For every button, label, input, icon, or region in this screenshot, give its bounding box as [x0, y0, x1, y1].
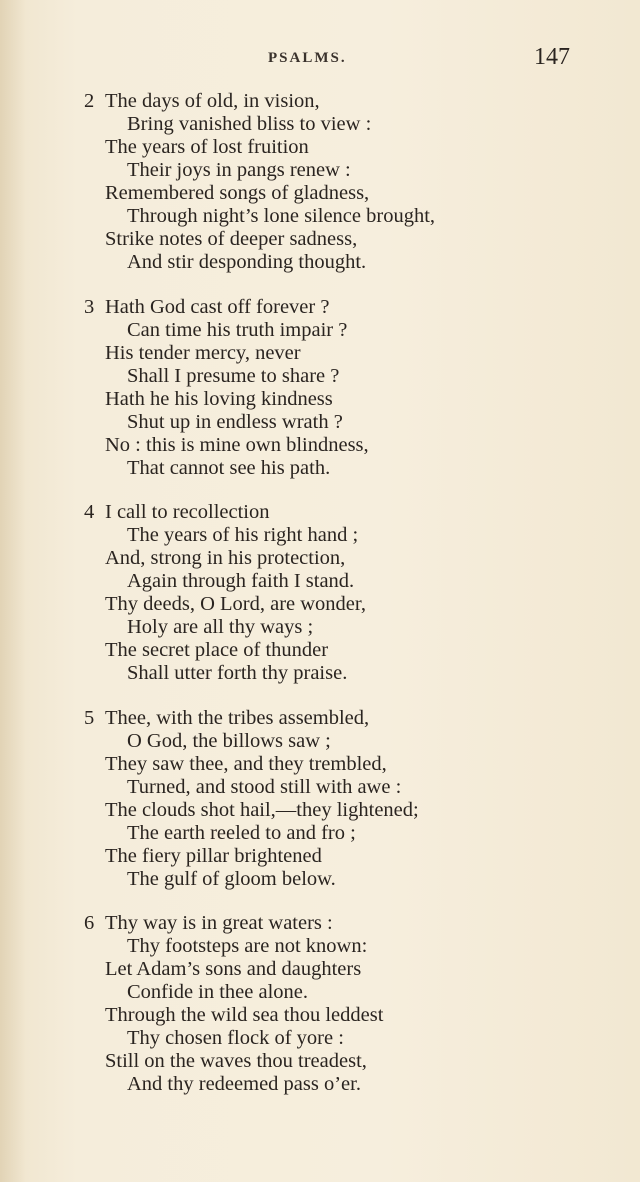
stanza-number: 5 [84, 706, 95, 729]
verse-line: Again through faith I stand. [127, 570, 355, 592]
verse-line: The clouds shot hail,—they lightened; [105, 798, 419, 821]
verse-line: Shall I presume to share ? [127, 364, 340, 387]
verse-line: The days of old, in vision, [105, 90, 320, 112]
stanza [84, 501, 554, 685]
verse-line: The secret place of thunder [105, 639, 329, 661]
verse-line: Thy footsteps are not known: [127, 935, 368, 957]
verse-line: Shut up in endless wrath ? [127, 410, 343, 433]
verse-line: Through night’s lone silence brought, [127, 205, 436, 227]
page-number: 147 [534, 44, 570, 70]
verse-line: His tender mercy, never [105, 341, 301, 364]
verse-line: They saw thee, and they trembled, [105, 752, 387, 775]
verse-line: The years of lost fruition [105, 136, 309, 158]
verse-line: I call to recollection [105, 501, 270, 523]
verse-line: That cannot see his path. [127, 456, 331, 479]
verse-line: Hath he his loving kindness [105, 387, 333, 410]
verse-line: Remembered songs of gladness, [105, 182, 370, 204]
stanza-number: 6 [84, 912, 95, 934]
verse-line: Their joys in pangs renew : [127, 159, 351, 181]
stanza [84, 90, 554, 274]
verse-line: Confide in thee alone. [127, 981, 309, 1003]
verse-line: O God, the billows saw ; [127, 729, 331, 752]
page-gutter-shadow [0, 0, 26, 1182]
stanza-number: 2 [84, 90, 95, 112]
verse-line: The gulf of gloom below. [127, 867, 336, 890]
verse-line: Thy deeds, O Lord, are wonder, [105, 593, 367, 615]
verse-line: Through the wild sea thou leddest [105, 1004, 384, 1026]
verse-line: The fiery pillar brightened [105, 844, 322, 867]
stanza [84, 707, 554, 891]
verse-line: Still on the waves thou treadest, [105, 1050, 367, 1072]
verse-line: Can time his truth impair ? [127, 318, 348, 341]
stanza [84, 296, 554, 480]
verse-line: Thy way is in great waters : [105, 912, 333, 934]
verse-line: Thee, with the tribes assembled, [105, 706, 370, 729]
verse-line: And thy redeemed pass o’er. [127, 1073, 361, 1095]
verse-line: Turned, and stood still with awe : [127, 775, 402, 798]
verse-line: The years of his right hand ; [127, 524, 359, 546]
verse-line: And stir desponding thought. [127, 251, 367, 273]
hymn-text [84, 90, 554, 1096]
stanza [84, 912, 554, 1096]
verse-line: Strike notes of deeper sadness, [105, 228, 358, 250]
verse-line: Shall utter forth thy praise. [127, 662, 348, 684]
verse-line: And, strong in his protection, [105, 547, 346, 569]
verse-line: Hath God cast off forever ? [105, 295, 330, 318]
verse-line: No : this is mine own blindness, [105, 433, 369, 456]
verse-line: Bring vanished bliss to view : [127, 113, 372, 135]
stanza-number: 3 [84, 295, 95, 318]
verse-line: Holy are all thy ways ; [127, 616, 314, 638]
verse-line: Let Adam’s sons and daughters [105, 958, 362, 980]
verse-line: The earth reeled to and fro ; [127, 821, 356, 844]
verse-line: Thy chosen flock of yore : [127, 1027, 344, 1049]
stanza-number: 4 [84, 501, 95, 523]
running-head: PSALMS. [268, 50, 347, 66]
